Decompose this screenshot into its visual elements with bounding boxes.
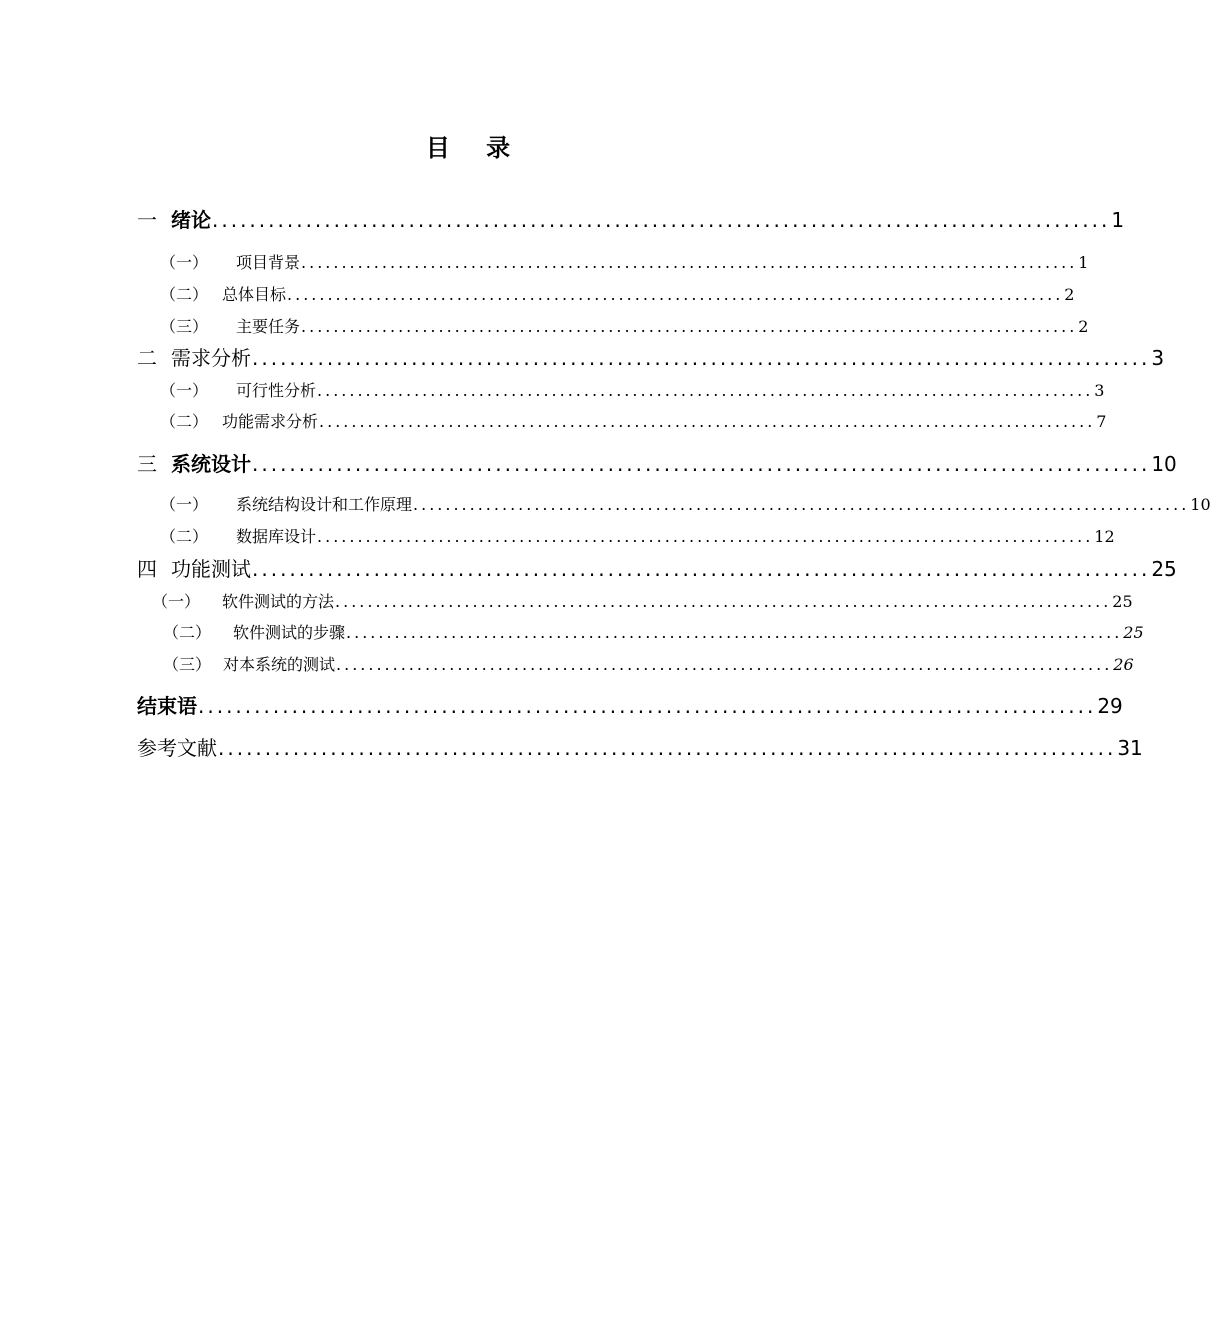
toc-entry-number: （三） <box>163 655 212 674</box>
dot-leader: ................................................................................................ <box>252 452 1151 476</box>
toc-entry-number: （二） <box>163 623 212 642</box>
toc-entry-section-1-2[interactable] <box>160 282 1075 305</box>
toc-entry-section-1-3[interactable] <box>160 314 1089 337</box>
toc-entry-page: 25 <box>1151 557 1177 581</box>
dot-leader: ................................................................................................ <box>346 623 1123 642</box>
toc-entry-page: 25 <box>1112 592 1133 611</box>
dot-leader: ................................................................................................ <box>317 527 1094 546</box>
toc-entry-chapter-1[interactable] <box>137 204 1125 233</box>
toc-entry-page: 7 <box>1096 412 1107 431</box>
toc-entry-number: 二 <box>137 346 157 370</box>
dot-leader: ................................................................................................ <box>336 655 1113 674</box>
dot-leader: ................................................................................................ <box>287 285 1064 304</box>
toc-entry-chapter-4[interactable] <box>137 553 1177 582</box>
toc-entry-label: 系统结构设计和工作原理 <box>236 495 413 514</box>
toc-entry-chapter-3[interactable] <box>137 448 1177 477</box>
dot-leader: ................................................................................................ <box>252 557 1151 581</box>
dot-leader: ................................................................................................ <box>335 592 1112 611</box>
toc-entry-label: 软件测试的方法 <box>222 592 335 611</box>
dot-leader: ................................................................................................ <box>198 694 1097 718</box>
dot-leader: ................................................................................................ <box>317 381 1094 400</box>
dot-leader: ................................................................................................ <box>212 208 1111 232</box>
dot-leader: ................................................................................................ <box>301 253 1078 272</box>
toc-entry-number: 四 <box>137 557 157 581</box>
toc-entry-conclusion[interactable] <box>137 690 1123 719</box>
toc-entry-number: （一） <box>160 381 209 400</box>
toc-entry-section-3-1[interactable] <box>160 492 1211 515</box>
toc-entry-page: 12 <box>1094 527 1115 546</box>
toc-entry-section-4-2[interactable] <box>163 620 1144 643</box>
toc-entry-section-4-1[interactable] <box>152 589 1133 612</box>
toc-entry-page: 2 <box>1064 285 1075 304</box>
toc-entry-page: 10 <box>1190 495 1211 514</box>
toc-entry-page: 1 <box>1111 208 1125 232</box>
dot-leader: ................................................................................................ <box>413 495 1190 514</box>
toc-entry-label: 功能测试 <box>171 557 251 581</box>
toc-entry-label: 对本系统的测试 <box>223 655 336 674</box>
toc-entry-page: 3 <box>1094 381 1105 400</box>
toc-entry-number: （一） <box>160 253 209 272</box>
toc-entry-label: 功能需求分析 <box>222 412 319 431</box>
dot-leader: ................................................................................................ <box>301 317 1078 336</box>
toc-entry-number: （一） <box>160 495 209 514</box>
toc-entry-number: （二） <box>160 285 209 304</box>
toc-entry-label: 结束语 <box>137 694 197 718</box>
toc-entry-label: 需求分析 <box>171 346 251 370</box>
toc-entry-label: 软件测试的步骤 <box>233 623 346 642</box>
toc-entry-references[interactable] <box>137 732 1143 761</box>
toc-entry-label: 项目背景 <box>236 253 301 272</box>
toc-entry-page: 26 <box>1113 655 1134 674</box>
toc-entry-chapter-2[interactable] <box>137 342 1165 371</box>
toc-entry-section-1-1[interactable] <box>160 250 1089 273</box>
toc-entry-section-3-2[interactable] <box>160 524 1115 547</box>
toc-entry-section-2-2[interactable] <box>160 409 1107 432</box>
toc-entry-page: 25 <box>1123 623 1144 642</box>
toc-entry-label: 绪论 <box>171 208 211 232</box>
toc-entry-section-2-1[interactable] <box>160 378 1105 401</box>
toc-entry-page: 10 <box>1151 452 1177 476</box>
toc-entry-label: 主要任务 <box>236 317 301 336</box>
toc-entry-number: （三） <box>160 317 209 336</box>
toc-entry-label: 可行性分析 <box>236 381 317 400</box>
dot-leader: ................................................................................................ <box>252 346 1151 370</box>
toc-entry-section-4-3[interactable] <box>163 652 1134 675</box>
dot-leader: ................................................................................................ <box>218 736 1117 760</box>
toc-title: 目 录 <box>425 134 525 162</box>
dot-leader: ................................................................................................ <box>319 412 1096 431</box>
toc-entry-label: 系统设计 <box>171 452 251 476</box>
toc-entry-number: （二） <box>160 412 209 431</box>
toc-entry-page: 29 <box>1097 694 1123 718</box>
toc-entry-number: 一 <box>137 208 157 232</box>
toc-entry-page: 3 <box>1151 346 1165 370</box>
toc-entry-page: 31 <box>1117 736 1143 760</box>
toc-entry-label: 数据库设计 <box>236 527 317 546</box>
toc-entry-label: 总体目标 <box>222 285 287 304</box>
toc-entry-label: 参考文献 <box>137 736 217 760</box>
toc-entry-page: 1 <box>1078 253 1089 272</box>
toc-entry-number: 三 <box>137 452 157 476</box>
toc-entry-page: 2 <box>1078 317 1089 336</box>
toc-entry-number: （一） <box>152 592 201 611</box>
toc-entry-number: （二） <box>160 527 209 546</box>
